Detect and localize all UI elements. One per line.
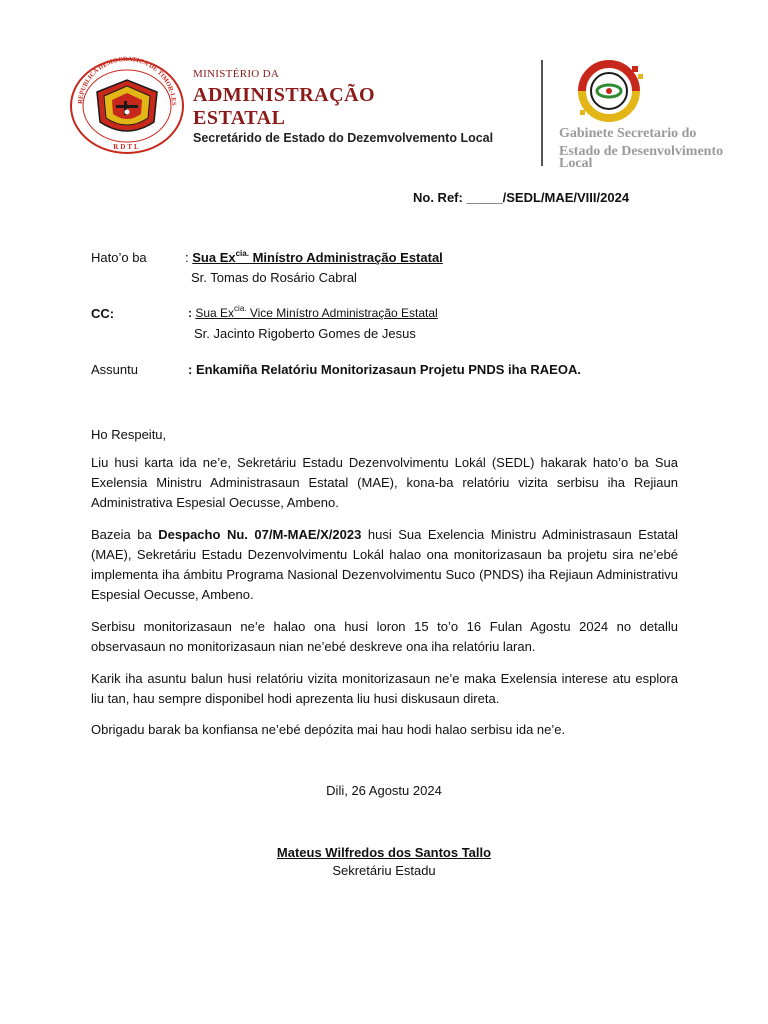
body-paragraph-3: Serbisu monitorizasaun ne’e halao ona husi loron 15 to’o 16 Fulan Agostu 2024 no detallu observasaun no monitorizasaun nian ne’ebé deskreve ona iha relatóriu laran. bbox=[91, 619, 678, 654]
body-paragraph-5: Obrigadu barak ba konfiansa ne’ebé depózita mai hau hodi halao serbisu ida ne’e. bbox=[91, 722, 566, 737]
signatory-position: Sekretáriu Estadu bbox=[332, 863, 436, 878]
cc-title-text bbox=[195, 306, 437, 320]
cc-title bbox=[188, 304, 438, 323]
gabinete-logo bbox=[572, 60, 646, 122]
national-emblem-logo bbox=[68, 56, 186, 156]
addressee-name: Sr. Tomas do Rosário Cabral bbox=[191, 270, 357, 285]
gabinete-title-line2: Estado de Desenvolvimento bbox=[559, 144, 724, 159]
addressee-title-text bbox=[192, 250, 443, 265]
addressee-title-sup: cia. bbox=[235, 249, 249, 258]
cc-colon: : bbox=[188, 306, 192, 320]
reference-value: _____/SEDL/MAE/VIII/2024 bbox=[466, 190, 630, 205]
addressee-label: Hato’o ba bbox=[91, 250, 147, 265]
despacho-reference: Despacho Nu. 07/M-MAE/X/2023 bbox=[158, 527, 362, 542]
addressee-title bbox=[185, 248, 443, 267]
place-date: Dili, 26 Agostu 2024 bbox=[326, 783, 442, 798]
header-divider bbox=[541, 60, 543, 166]
body-paragraph-4: Karik iha asuntu balun husi relatóriu vizita monitorizasaun ne’e maka Exelensia interese atu esplora liu tan, hau sempre disponibel hodi aprezenta liu husi diskusaun direta. bbox=[91, 671, 678, 706]
reference-number bbox=[413, 188, 629, 207]
subject-label: Assuntu bbox=[91, 362, 138, 377]
ministry-label-small: MINISTÉRIO DA bbox=[193, 68, 280, 80]
ministry-title-line1: ADMINISTRAÇÃO bbox=[193, 84, 376, 106]
ministry-title-line2: ESTATAL bbox=[193, 107, 286, 129]
cc-title-rest: Vice Minístro Administração Estatal bbox=[246, 306, 438, 320]
ministry-subtitle: Secretárido de Estado do Dezemvolvemento Local bbox=[193, 131, 494, 145]
reference-label: No. Ref: bbox=[413, 190, 463, 205]
body-paragraph-1: Liu husi karta ida ne’e, Sekretáriu Estadu Dezenvolvimentu Lokál (SEDL) hakarak hato’o ba Sua Exelensia Ministru Administrasaun Estatal (MAE), kona-ba relatóriu vizita serbisu iha Rejiaun Administrativa Espesial Oecusse, Ambeno. bbox=[91, 455, 678, 510]
cc-title-prefix: Sua Ex bbox=[195, 306, 235, 320]
addressee-colon: : bbox=[185, 250, 189, 265]
subject-text: : Enkamiña Relatóriu Monitorizasaun Projetu PNDS iha RAEOA. bbox=[188, 362, 581, 377]
signatory-name: Mateus Wilfredos dos Santos Tallo bbox=[276, 845, 492, 860]
gabinete-title-line3-cropped: Local bbox=[559, 156, 593, 171]
addressee-title-prefix: Sua Ex bbox=[192, 250, 236, 265]
addressee-title-rest: Minístro Administração Estatal bbox=[248, 250, 443, 265]
body-paragraph-2 bbox=[91, 525, 678, 605]
emblem-rdtl-text: RDTL bbox=[113, 143, 141, 151]
cc-name: Sr. Jacinto Rigoberto Gomes de Jesus bbox=[194, 326, 416, 341]
p2-before: Bazeia ba bbox=[91, 527, 159, 542]
p2-after: husi Sua Exelencia Ministru Administrasaun Estatal (MAE), Sekretáriu Estadu Dezenvolvimentu Lokál halao ona monitorizasaun ba projetu sira ne’ebé implementa iha ámbitu Programa Nasional Dezenvolvimentu Suco (PNDS) iha Rejiaun Administrativu Espesial Oecusse, Ambeno. bbox=[91, 527, 678, 602]
gabinete-title-line1: Gabinete Secretario do bbox=[559, 126, 697, 141]
cc-title-sup: cia. bbox=[234, 304, 247, 313]
greeting: Ho Respeitu, bbox=[91, 427, 167, 442]
emblem-arc-text: REPUBLICA DEMOCRATICA DE TIMOR-LES bbox=[77, 56, 178, 106]
cc-label: CC: bbox=[91, 306, 115, 321]
